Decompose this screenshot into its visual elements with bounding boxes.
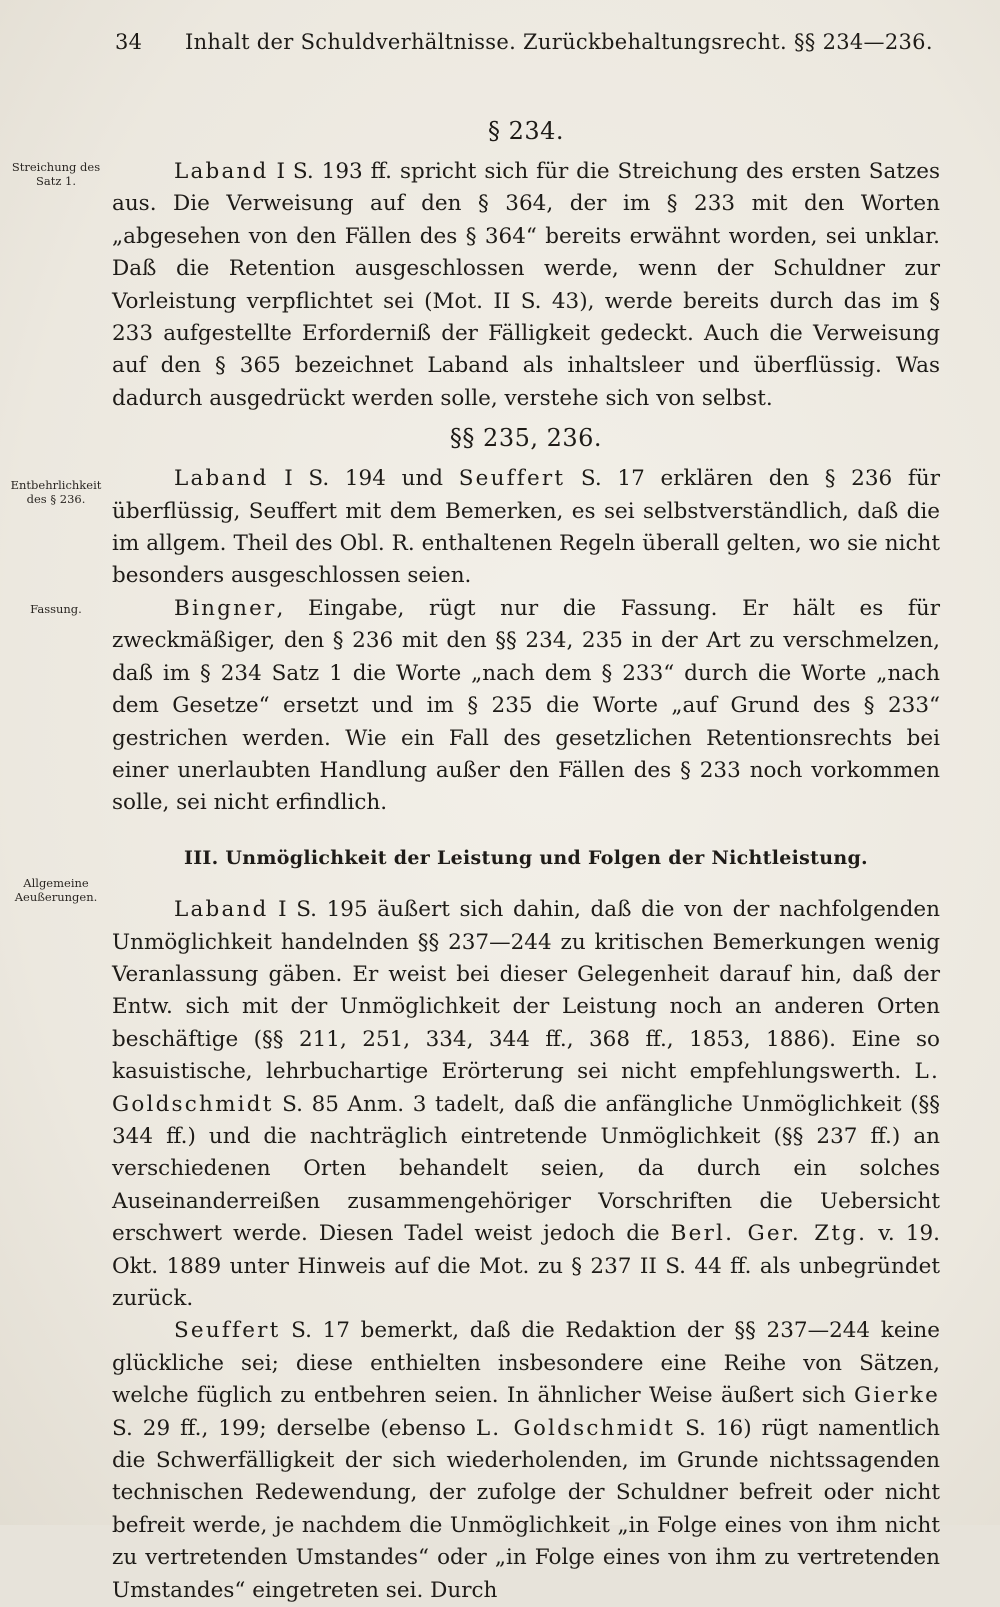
author-name: Laband xyxy=(174,466,269,492)
paragraph-text: I S. 195 äußert sich dahin, daß die von der nachfolgenden Unmöglichkeit handelnden §§ 237—244 zu kritischen Bemerkungen wenig Veranlassung gäben. Er weist bei dieser Gelegenheit darauf hin, daß der Entw. sich mit der Unmöglichkeit der Leistung noch an anderen Orten beschäftige (§§ 211, 251, 334, 344 ff., 368 ff., 1853, 1886). Eine so kasuistische, lehrbuchartige Erörterung sei nicht empfehlungswerth. xyxy=(112,897,940,1085)
paragraph-text: S. 17 bemerkt, daß die Redaktion der §§ 237—244 keine glückliche sei; diese enthielten insbesondere eine Reihe von Sätzen, welche füglich zu entbehren seien. In ähnlicher Weise äußert sich xyxy=(112,1318,940,1409)
author-name: Seuffert xyxy=(458,466,566,492)
paragraph-text: S. 17 erklären den § 236 für überflüssig, Seuffert mit dem Bemerken, es sei selbstverständlich, daß die im allgem. Theil des Obl. R. enthaltenen Regeln überall gelten, wo sie nicht besonders ausgeschlossen seien. xyxy=(112,466,940,589)
paragraph-text: S. 29 ff., 199; derselbe (ebenso xyxy=(112,1415,476,1441)
author-name: Laband xyxy=(174,897,269,923)
paragraph-text: , Eingabe, rügt nur die Fassung. Er hält es für zweckmäßiger, den § 236 mit den §§ 234, 235 in der Art zu verschmelzen, daß im § 234 Satz 1 die Worte „nach dem § 233“ durch die Worte „nach dem Gesetze“ ersetzt und im § 235 die Worte „auf Grund des § 233“ gestrichen werden. Wie ein Fall des gesetzlichen Retentionsrechts bei einer unerlaubten Handlung außer den Fällen des § 233 noch vorkommen solle, sei nicht erfindlich. xyxy=(112,595,940,816)
paragraph-text: v. 19. Okt. 1889 unter Hinweis auf die Mot. zu § 237 II S. 44 ff. als unbegründet zurück. xyxy=(112,1221,940,1311)
paragraph-iii-b xyxy=(112,1315,940,1607)
paragraph-text: S. 85 Anm. 3 tadelt, daß die anfängliche Unmöglichkeit (§§ 344 ff.) und die nachträglich eintretende Unmöglichkeit (§§ 237 ff.) an verschiedenen Orten behandelt seien, da durch ein solches Auseinanderreißen zusammengehöriger Vorschriften die Uebersicht erschwert werde. Diesen Tadel weist jedoch die xyxy=(112,1091,940,1247)
source-name: Berl. Ger. Ztg. xyxy=(670,1221,868,1247)
margin-note-allgemeine: Allgemeine Aeußerungen. xyxy=(14,876,98,904)
margin-note-fassung: Fassung. xyxy=(30,602,82,616)
paragraph-text: S. 16) rügt namentlich die Schwerfälligkeit der sich wiederholenden, im Grunde nichtssagenden technischen Redewendung, der zufolge der Schuldner befreit oder nicht befreit werde, je nachdem die Unmöglichkeit „in Folge eines von ihm nicht zu vertretenden Umstandes“ oder „in Folge eines von ihm zu vertretenden Umstandes“ eingetreten sei. Durch xyxy=(112,1415,940,1603)
paragraph-text: I S. 193 ff. spricht sich für die Streichung des ersten Satzes aus. Die Verweisung auf den § 364, der im § 233 mit den Worten „abgesehen von den Fällen des § 364“ bereits erwähnt worden, sei unklar. Daß die Retention ausgeschlossen werde, wenn der Schuldner zur Vorleistung verpflichtet sei (Mot. II S. 43), werde bereits durch das im § 233 aufgestellte Erforderniß der Fälligkeit gedeckt. Auch die Verweisung auf den § 365 bezeichnet Laband als inhaltsleer und überflüssig. Was dadurch ausgedrückt werden solle, verstehe sich von selbst. xyxy=(112,159,940,411)
paragraph-235-a xyxy=(112,463,940,593)
author-name: Laband xyxy=(174,159,269,184)
paragraph-234 xyxy=(112,156,940,415)
author-name: Bingner xyxy=(174,595,277,621)
section-title-235-236: §§ 235, 236. xyxy=(449,424,603,453)
author-name: L. Goldschmidt xyxy=(475,1415,676,1441)
section-title-234: § 234. xyxy=(487,117,565,145)
author-name: L. Goldschmidt xyxy=(112,1059,940,1117)
page-number: 34 xyxy=(115,30,143,54)
margin-note-streichung: Streichung des Satz 1. xyxy=(11,160,101,188)
margin-note-entbehrlichkeit: Entbehrlichkeit des § 236. xyxy=(10,478,102,506)
paragraph-235-b xyxy=(112,593,940,820)
page-header xyxy=(115,30,935,54)
running-title: Inhalt der Schuldverhältnisse. Zurückbehaltungsrecht. §§ 234—236. xyxy=(185,30,933,54)
paragraph-text: I S. 194 und xyxy=(268,466,459,492)
chapter-heading: III. Unmöglichkeit der Leistung und Folgen der Nichtleistung. xyxy=(184,846,868,869)
author-name: Seuffert xyxy=(174,1318,281,1344)
main-text xyxy=(112,108,940,1607)
author-name: Gierke xyxy=(853,1383,940,1409)
paragraph-iii-a xyxy=(112,894,940,1315)
